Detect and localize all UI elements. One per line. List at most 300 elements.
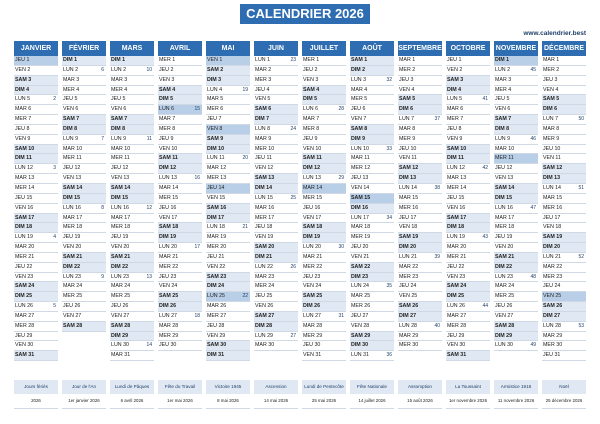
day-cell[interactable] bbox=[158, 105, 202, 115]
day-cell[interactable] bbox=[302, 322, 346, 332]
day-cell[interactable] bbox=[206, 341, 250, 351]
day-cell[interactable] bbox=[494, 125, 538, 135]
day-cell[interactable] bbox=[350, 154, 394, 164]
day-cell[interactable] bbox=[350, 263, 394, 273]
day-cell[interactable] bbox=[302, 243, 346, 253]
day-cell[interactable] bbox=[14, 204, 58, 214]
day-cell[interactable] bbox=[14, 292, 58, 302]
day-cell[interactable] bbox=[110, 56, 154, 66]
day-cell[interactable] bbox=[542, 174, 586, 184]
day-cell[interactable] bbox=[254, 86, 298, 96]
day-cell[interactable] bbox=[206, 105, 250, 115]
day-cell[interactable] bbox=[158, 223, 202, 233]
day-cell[interactable] bbox=[302, 302, 346, 312]
day-cell[interactable] bbox=[158, 184, 202, 194]
day-cell[interactable] bbox=[110, 322, 154, 332]
day-cell[interactable] bbox=[14, 263, 58, 273]
day-cell[interactable] bbox=[14, 105, 58, 115]
day-cell[interactable] bbox=[158, 312, 202, 322]
day-cell[interactable] bbox=[14, 95, 58, 105]
website-link[interactable]: www.calendrier.best bbox=[523, 30, 586, 37]
day-cell[interactable] bbox=[446, 135, 490, 145]
day-cell[interactable] bbox=[398, 263, 442, 273]
day-cell[interactable] bbox=[350, 233, 394, 243]
day-cell[interactable] bbox=[302, 105, 346, 115]
day-cell[interactable] bbox=[494, 135, 538, 145]
day-cell[interactable] bbox=[398, 135, 442, 145]
day-cell[interactable] bbox=[158, 263, 202, 273]
day-cell[interactable] bbox=[254, 263, 298, 273]
day-cell[interactable] bbox=[254, 135, 298, 145]
day-cell[interactable] bbox=[398, 164, 442, 174]
day-cell[interactable] bbox=[254, 243, 298, 253]
day-cell[interactable] bbox=[446, 312, 490, 322]
day-cell[interactable] bbox=[350, 95, 394, 105]
day-cell[interactable] bbox=[14, 322, 58, 332]
day-cell[interactable] bbox=[542, 233, 586, 243]
day-cell[interactable] bbox=[62, 174, 106, 184]
day-cell[interactable] bbox=[206, 253, 250, 263]
day-cell[interactable] bbox=[494, 154, 538, 164]
day-cell[interactable] bbox=[110, 312, 154, 322]
day-cell[interactable] bbox=[254, 184, 298, 194]
day-cell[interactable] bbox=[206, 263, 250, 273]
day-cell[interactable] bbox=[206, 145, 250, 155]
day-cell[interactable] bbox=[62, 302, 106, 312]
day-cell[interactable] bbox=[14, 233, 58, 243]
day-cell[interactable] bbox=[302, 184, 346, 194]
day-cell[interactable] bbox=[542, 292, 586, 302]
day-cell[interactable] bbox=[62, 223, 106, 233]
day-cell[interactable] bbox=[398, 174, 442, 184]
day-cell[interactable] bbox=[206, 292, 250, 302]
day-cell[interactable] bbox=[494, 312, 538, 322]
day-cell[interactable] bbox=[350, 194, 394, 204]
day-cell[interactable] bbox=[158, 292, 202, 302]
day-cell[interactable] bbox=[446, 204, 490, 214]
day-cell[interactable] bbox=[446, 115, 490, 125]
day-cell[interactable] bbox=[14, 184, 58, 194]
day-cell[interactable] bbox=[350, 292, 394, 302]
day-cell[interactable] bbox=[206, 204, 250, 214]
day-cell[interactable] bbox=[398, 56, 442, 66]
day-cell[interactable] bbox=[158, 204, 202, 214]
day-cell[interactable] bbox=[62, 164, 106, 174]
day-cell[interactable] bbox=[14, 223, 58, 233]
day-cell[interactable] bbox=[398, 243, 442, 253]
day-cell[interactable] bbox=[110, 233, 154, 243]
day-cell[interactable] bbox=[254, 322, 298, 332]
day-cell[interactable] bbox=[398, 312, 442, 322]
day-cell[interactable] bbox=[350, 322, 394, 332]
day-cell[interactable] bbox=[398, 145, 442, 155]
day-cell[interactable] bbox=[14, 154, 58, 164]
day-cell[interactable] bbox=[542, 105, 586, 115]
day-cell[interactable] bbox=[494, 282, 538, 292]
day-cell[interactable] bbox=[542, 154, 586, 164]
day-cell[interactable] bbox=[14, 86, 58, 96]
day-cell[interactable] bbox=[446, 145, 490, 155]
day-cell[interactable] bbox=[398, 125, 442, 135]
day-cell[interactable] bbox=[158, 194, 202, 204]
day-cell[interactable] bbox=[254, 174, 298, 184]
day-cell[interactable] bbox=[110, 341, 154, 351]
day-cell[interactable] bbox=[14, 332, 58, 342]
day-cell[interactable] bbox=[302, 214, 346, 224]
day-cell[interactable] bbox=[254, 332, 298, 342]
day-cell[interactable] bbox=[158, 322, 202, 332]
day-cell[interactable] bbox=[254, 115, 298, 125]
day-cell[interactable] bbox=[302, 115, 346, 125]
day-cell[interactable] bbox=[110, 125, 154, 135]
day-cell[interactable] bbox=[62, 184, 106, 194]
day-cell[interactable] bbox=[302, 56, 346, 66]
day-cell[interactable] bbox=[62, 253, 106, 263]
day-cell[interactable] bbox=[14, 312, 58, 322]
day-cell[interactable] bbox=[350, 243, 394, 253]
day-cell[interactable] bbox=[110, 174, 154, 184]
day-cell[interactable] bbox=[158, 135, 202, 145]
day-cell[interactable] bbox=[254, 56, 298, 66]
day-cell[interactable] bbox=[494, 223, 538, 233]
day-cell[interactable] bbox=[494, 204, 538, 214]
day-cell[interactable] bbox=[206, 243, 250, 253]
day-cell[interactable] bbox=[14, 194, 58, 204]
day-cell[interactable] bbox=[350, 302, 394, 312]
day-cell[interactable] bbox=[14, 56, 58, 66]
day-cell[interactable] bbox=[494, 302, 538, 312]
day-cell[interactable] bbox=[110, 164, 154, 174]
day-cell[interactable] bbox=[254, 223, 298, 233]
day-cell[interactable] bbox=[446, 292, 490, 302]
day-cell[interactable] bbox=[302, 154, 346, 164]
day-cell[interactable] bbox=[158, 253, 202, 263]
day-cell[interactable] bbox=[398, 302, 442, 312]
day-cell[interactable] bbox=[350, 184, 394, 194]
day-cell[interactable] bbox=[254, 341, 298, 351]
day-cell[interactable] bbox=[14, 253, 58, 263]
day-cell[interactable] bbox=[158, 145, 202, 155]
day-cell[interactable] bbox=[206, 332, 250, 342]
day-cell[interactable] bbox=[350, 214, 394, 224]
day-cell[interactable] bbox=[62, 125, 106, 135]
day-cell[interactable] bbox=[350, 56, 394, 66]
day-cell[interactable] bbox=[254, 95, 298, 105]
day-cell[interactable] bbox=[446, 194, 490, 204]
day-cell[interactable] bbox=[254, 282, 298, 292]
day-cell[interactable] bbox=[446, 223, 490, 233]
day-cell[interactable] bbox=[206, 164, 250, 174]
day-cell[interactable] bbox=[494, 76, 538, 86]
day-cell[interactable] bbox=[110, 86, 154, 96]
day-cell[interactable] bbox=[446, 184, 490, 194]
day-cell[interactable] bbox=[350, 223, 394, 233]
day-cell[interactable] bbox=[110, 154, 154, 164]
day-cell[interactable] bbox=[110, 204, 154, 214]
day-cell[interactable] bbox=[158, 273, 202, 283]
day-cell[interactable] bbox=[158, 332, 202, 342]
day-cell[interactable] bbox=[542, 273, 586, 283]
day-cell[interactable] bbox=[398, 204, 442, 214]
day-cell[interactable] bbox=[398, 95, 442, 105]
day-cell[interactable] bbox=[542, 253, 586, 263]
day-cell[interactable] bbox=[302, 135, 346, 145]
day-cell[interactable] bbox=[446, 282, 490, 292]
day-cell[interactable] bbox=[62, 312, 106, 322]
day-cell[interactable] bbox=[158, 341, 202, 351]
day-cell[interactable] bbox=[110, 282, 154, 292]
day-cell[interactable] bbox=[542, 302, 586, 312]
day-cell[interactable] bbox=[158, 233, 202, 243]
day-cell[interactable] bbox=[302, 292, 346, 302]
day-cell[interactable] bbox=[158, 164, 202, 174]
day-cell[interactable] bbox=[206, 194, 250, 204]
day-cell[interactable] bbox=[542, 282, 586, 292]
day-cell[interactable] bbox=[302, 233, 346, 243]
day-cell[interactable] bbox=[302, 223, 346, 233]
day-cell[interactable] bbox=[62, 115, 106, 125]
day-cell[interactable] bbox=[446, 76, 490, 86]
day-cell[interactable] bbox=[62, 204, 106, 214]
day-cell[interactable] bbox=[302, 263, 346, 273]
day-cell[interactable] bbox=[14, 273, 58, 283]
day-cell[interactable] bbox=[206, 125, 250, 135]
day-cell[interactable] bbox=[350, 76, 394, 86]
day-cell[interactable] bbox=[254, 214, 298, 224]
day-cell[interactable] bbox=[446, 154, 490, 164]
day-cell[interactable] bbox=[542, 56, 586, 66]
day-cell[interactable] bbox=[446, 125, 490, 135]
day-cell[interactable] bbox=[494, 214, 538, 224]
day-cell[interactable] bbox=[206, 56, 250, 66]
day-cell[interactable] bbox=[542, 194, 586, 204]
day-cell[interactable] bbox=[14, 302, 58, 312]
day-cell[interactable] bbox=[494, 341, 538, 351]
day-cell[interactable] bbox=[350, 174, 394, 184]
day-cell[interactable] bbox=[158, 214, 202, 224]
day-cell[interactable] bbox=[254, 302, 298, 312]
day-cell[interactable] bbox=[542, 125, 586, 135]
day-cell[interactable] bbox=[206, 66, 250, 76]
day-cell[interactable] bbox=[158, 86, 202, 96]
day-cell[interactable] bbox=[446, 253, 490, 263]
day-cell[interactable] bbox=[350, 351, 394, 361]
day-cell[interactable] bbox=[494, 273, 538, 283]
day-cell[interactable] bbox=[494, 243, 538, 253]
day-cell[interactable] bbox=[398, 292, 442, 302]
day-cell[interactable] bbox=[446, 164, 490, 174]
day-cell[interactable] bbox=[542, 95, 586, 105]
day-cell[interactable] bbox=[398, 223, 442, 233]
day-cell[interactable] bbox=[110, 66, 154, 76]
day-cell[interactable] bbox=[542, 86, 586, 96]
day-cell[interactable] bbox=[398, 233, 442, 243]
day-cell[interactable] bbox=[110, 95, 154, 105]
day-cell[interactable] bbox=[14, 66, 58, 76]
day-cell[interactable] bbox=[254, 125, 298, 135]
day-cell[interactable] bbox=[542, 312, 586, 322]
day-cell[interactable] bbox=[110, 145, 154, 155]
day-cell[interactable] bbox=[14, 164, 58, 174]
day-cell[interactable] bbox=[494, 233, 538, 243]
day-cell[interactable] bbox=[62, 322, 106, 332]
day-cell[interactable] bbox=[206, 302, 250, 312]
day-cell[interactable] bbox=[62, 243, 106, 253]
day-cell[interactable] bbox=[62, 273, 106, 283]
day-cell[interactable] bbox=[14, 351, 58, 361]
day-cell[interactable] bbox=[446, 263, 490, 273]
day-cell[interactable] bbox=[494, 86, 538, 96]
day-cell[interactable] bbox=[302, 66, 346, 76]
day-cell[interactable] bbox=[302, 174, 346, 184]
day-cell[interactable] bbox=[62, 135, 106, 145]
day-cell[interactable] bbox=[446, 214, 490, 224]
day-cell[interactable] bbox=[398, 332, 442, 342]
day-cell[interactable] bbox=[206, 233, 250, 243]
day-cell[interactable] bbox=[494, 184, 538, 194]
day-cell[interactable] bbox=[158, 95, 202, 105]
day-cell[interactable] bbox=[494, 115, 538, 125]
day-cell[interactable] bbox=[110, 302, 154, 312]
day-cell[interactable] bbox=[254, 253, 298, 263]
day-cell[interactable] bbox=[62, 86, 106, 96]
day-cell[interactable] bbox=[158, 174, 202, 184]
day-cell[interactable] bbox=[350, 341, 394, 351]
day-cell[interactable] bbox=[350, 66, 394, 76]
day-cell[interactable] bbox=[302, 145, 346, 155]
day-cell[interactable] bbox=[62, 214, 106, 224]
day-cell[interactable] bbox=[62, 76, 106, 86]
day-cell[interactable] bbox=[494, 105, 538, 115]
day-cell[interactable] bbox=[542, 115, 586, 125]
day-cell[interactable] bbox=[206, 95, 250, 105]
day-cell[interactable] bbox=[206, 282, 250, 292]
day-cell[interactable] bbox=[158, 56, 202, 66]
day-cell[interactable] bbox=[494, 322, 538, 332]
day-cell[interactable] bbox=[446, 302, 490, 312]
day-cell[interactable] bbox=[110, 115, 154, 125]
day-cell[interactable] bbox=[254, 233, 298, 243]
day-cell[interactable] bbox=[302, 204, 346, 214]
day-cell[interactable] bbox=[494, 56, 538, 66]
day-cell[interactable] bbox=[350, 204, 394, 214]
day-cell[interactable] bbox=[350, 273, 394, 283]
day-cell[interactable] bbox=[446, 243, 490, 253]
day-cell[interactable] bbox=[110, 273, 154, 283]
day-cell[interactable] bbox=[350, 145, 394, 155]
day-cell[interactable] bbox=[398, 66, 442, 76]
day-cell[interactable] bbox=[542, 76, 586, 86]
day-cell[interactable] bbox=[206, 322, 250, 332]
day-cell[interactable] bbox=[62, 292, 106, 302]
day-cell[interactable] bbox=[62, 105, 106, 115]
day-cell[interactable] bbox=[62, 282, 106, 292]
day-cell[interactable] bbox=[158, 76, 202, 86]
day-cell[interactable] bbox=[302, 341, 346, 351]
day-cell[interactable] bbox=[542, 332, 586, 342]
day-cell[interactable] bbox=[158, 66, 202, 76]
day-cell[interactable] bbox=[14, 341, 58, 351]
day-cell[interactable] bbox=[398, 154, 442, 164]
day-cell[interactable] bbox=[206, 115, 250, 125]
day-cell[interactable] bbox=[254, 273, 298, 283]
day-cell[interactable] bbox=[542, 263, 586, 273]
day-cell[interactable] bbox=[302, 253, 346, 263]
day-cell[interactable] bbox=[446, 322, 490, 332]
day-cell[interactable] bbox=[254, 312, 298, 322]
day-cell[interactable] bbox=[14, 125, 58, 135]
day-cell[interactable] bbox=[302, 86, 346, 96]
day-cell[interactable] bbox=[542, 135, 586, 145]
day-cell[interactable] bbox=[110, 194, 154, 204]
day-cell[interactable] bbox=[206, 223, 250, 233]
day-cell[interactable] bbox=[542, 243, 586, 253]
day-cell[interactable] bbox=[14, 145, 58, 155]
day-cell[interactable] bbox=[542, 341, 586, 351]
day-cell[interactable] bbox=[398, 86, 442, 96]
day-cell[interactable] bbox=[158, 115, 202, 125]
day-cell[interactable] bbox=[494, 253, 538, 263]
day-cell[interactable] bbox=[14, 214, 58, 224]
day-cell[interactable] bbox=[206, 351, 250, 361]
day-cell[interactable] bbox=[350, 125, 394, 135]
day-cell[interactable] bbox=[542, 184, 586, 194]
day-cell[interactable] bbox=[62, 95, 106, 105]
day-cell[interactable] bbox=[110, 214, 154, 224]
day-cell[interactable] bbox=[446, 233, 490, 243]
day-cell[interactable] bbox=[206, 86, 250, 96]
day-cell[interactable] bbox=[206, 135, 250, 145]
day-cell[interactable] bbox=[158, 154, 202, 164]
day-cell[interactable] bbox=[350, 115, 394, 125]
day-cell[interactable] bbox=[542, 164, 586, 174]
day-cell[interactable] bbox=[110, 253, 154, 263]
day-cell[interactable] bbox=[446, 105, 490, 115]
day-cell[interactable] bbox=[14, 243, 58, 253]
day-cell[interactable] bbox=[446, 86, 490, 96]
day-cell[interactable] bbox=[398, 273, 442, 283]
day-cell[interactable] bbox=[494, 292, 538, 302]
day-cell[interactable] bbox=[446, 351, 490, 361]
day-cell[interactable] bbox=[302, 351, 346, 361]
day-cell[interactable] bbox=[206, 154, 250, 164]
day-cell[interactable] bbox=[446, 56, 490, 66]
day-cell[interactable] bbox=[14, 115, 58, 125]
day-cell[interactable] bbox=[110, 76, 154, 86]
day-cell[interactable] bbox=[254, 66, 298, 76]
day-cell[interactable] bbox=[302, 273, 346, 283]
day-cell[interactable] bbox=[542, 66, 586, 76]
day-cell[interactable] bbox=[206, 312, 250, 322]
day-cell[interactable] bbox=[62, 56, 106, 66]
day-cell[interactable] bbox=[14, 135, 58, 145]
day-cell[interactable] bbox=[494, 95, 538, 105]
day-cell[interactable] bbox=[206, 184, 250, 194]
day-cell[interactable] bbox=[398, 214, 442, 224]
day-cell[interactable] bbox=[158, 282, 202, 292]
day-cell[interactable] bbox=[494, 194, 538, 204]
day-cell[interactable] bbox=[110, 243, 154, 253]
day-cell[interactable] bbox=[254, 292, 298, 302]
day-cell[interactable] bbox=[206, 214, 250, 224]
day-cell[interactable] bbox=[302, 164, 346, 174]
day-cell[interactable] bbox=[62, 66, 106, 76]
day-cell[interactable] bbox=[110, 263, 154, 273]
day-cell[interactable] bbox=[14, 282, 58, 292]
day-cell[interactable] bbox=[62, 194, 106, 204]
day-cell[interactable] bbox=[302, 312, 346, 322]
day-cell[interactable] bbox=[110, 223, 154, 233]
